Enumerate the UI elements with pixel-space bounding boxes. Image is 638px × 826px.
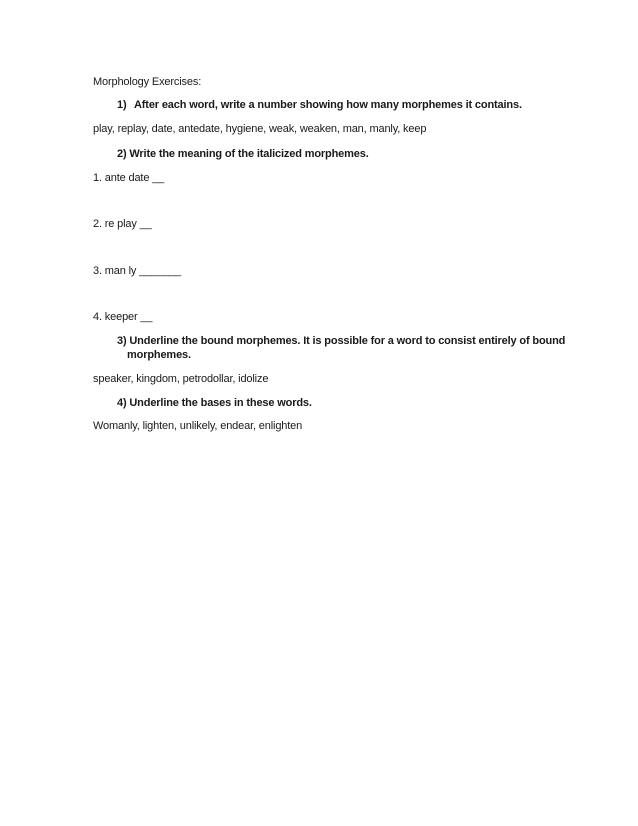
section4-instruction: 4) Underline the bases in these words.: [117, 397, 312, 409]
section2-item-2: 2. re play __: [93, 218, 152, 230]
section2-item-4: 4. keeper __: [93, 311, 153, 323]
section2-item-1: 1. ante date __: [93, 172, 165, 184]
section1-instruction: [117, 98, 522, 112]
section2-item-3: 3. man ly _______: [93, 265, 181, 277]
section4-word-list: Womanly, lighten, unlikely, endear, enlighten: [93, 420, 303, 432]
document-title: Morphology Exercises:: [93, 76, 202, 88]
section1-number: 1): [117, 99, 127, 111]
section2-instruction: 2) Write the meaning of the italicized morphemes.: [117, 148, 369, 160]
section3-word-list: speaker, kingdom, petrodollar, idolize: [93, 373, 269, 385]
section1-word-list: play, replay, date, antedate, hygiene, weak, weaken, man, manly, keep: [93, 123, 427, 135]
section3-instruction: 3) Underline the bound morphemes. It is possible for a word to consist entirely of bound morphemes.: [117, 335, 566, 361]
section1-instruction-text: After each word, write a number showing how many morphemes it contains.: [134, 99, 522, 111]
